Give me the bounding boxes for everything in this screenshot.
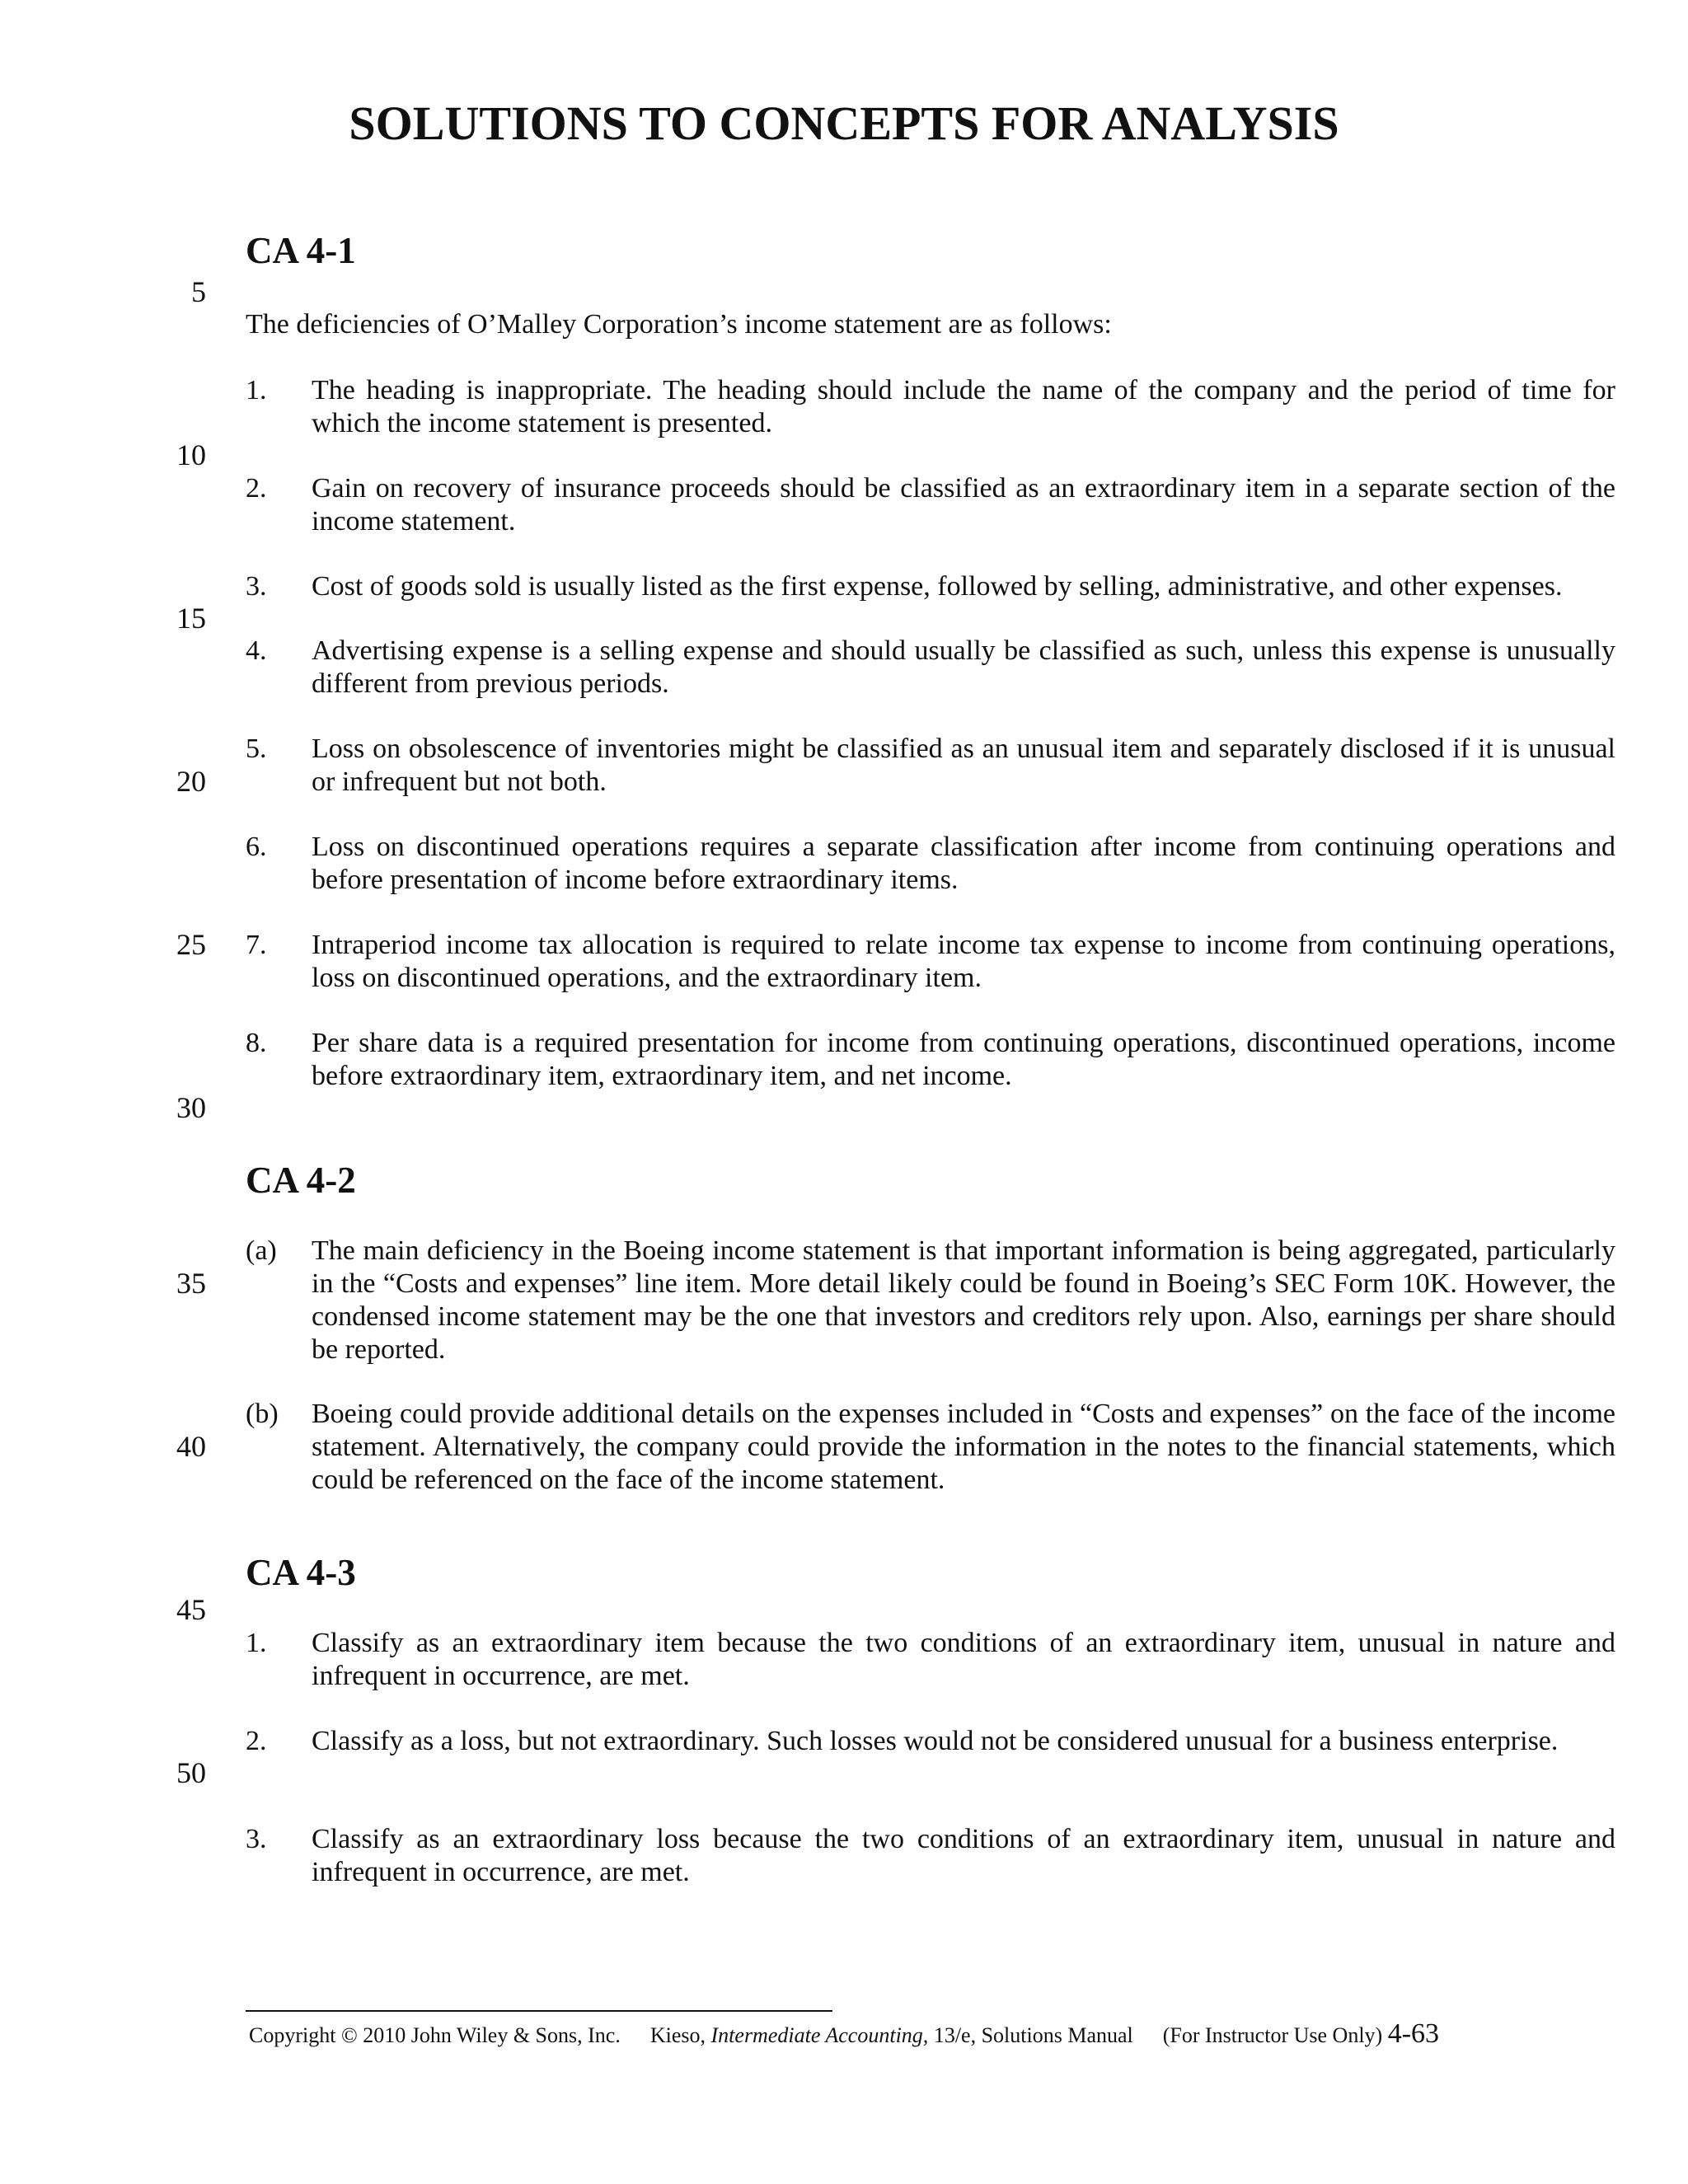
list-item [246,831,1615,897]
item-letter: (b) [246,1399,279,1429]
list-item [246,472,1615,538]
item-text: Classify as a loss, but not extraordinary. Such losses would not be considered unusual for a business enterprise. [312,1726,1559,1756]
item-letter: (a) [246,1235,277,1266]
list-item [246,635,1615,701]
list-item [246,1027,1615,1093]
item-text: Gain on recovery of insurance proceeds should be classified as an extraordinary item in a separate section of the income statement. [312,473,1615,537]
page-title: SOLUTIONS TO CONCEPTS FOR ANALYSIS [349,96,1339,150]
item-number: 2. [246,473,267,504]
section-heading-ca4-2: CA 4-2 [246,1160,356,1201]
item-text: Classify as an extraordinary item because the two conditions of an extraordinary item, unusual in nature and infrequent in occurrence, are met. [312,1628,1615,1691]
list-item [246,1398,1615,1497]
footer-book-title: Intermediate Accounting, [710,2023,929,2047]
list-item [246,1235,1615,1366]
page-number: 4-63 [1387,2018,1440,2049]
list-item [246,570,1615,603]
list-item [246,1823,1615,1889]
line-number: 40 [176,1430,206,1463]
item-number: 6. [246,832,267,862]
item-number: 1. [246,375,267,405]
item-text: Boeing could provide additional details on the expenses included in “Costs and expenses” on the face of the income statement. Alternatively, the company could provide the information in the notes to the financial statements, which could be referenced on the face of the income statement. [312,1399,1615,1495]
item-text: The heading is inappropriate. The heading should include the name of the company and the period of time for which the income statement is presented. [312,375,1615,438]
item-text: Advertising expense is a selling expense and should usually be classified as such, unless this expense is unusually different from previous periods. [312,635,1615,699]
list-item [246,733,1615,799]
item-text: Cost of goods sold is usually listed as the first expense, followed by selling, administrative, and other expenses. [312,571,1563,602]
item-number: 4. [246,635,267,666]
item-text: Loss on discontinued operations requires a separate classification after income from continuing operations and before presentation of income before extraordinary items. [312,832,1615,895]
line-number: 10 [176,438,206,471]
item-number: 7. [246,930,267,960]
item-text: Per share data is a required presentation for income from continuing operations, discontinued operations, income before extraordinary item, extraordinary item, and net income. [312,1028,1615,1091]
item-number: 3. [246,571,267,602]
line-number: 15 [176,602,206,635]
item-number: 3. [246,1824,267,1854]
item-text: Intraperiod income tax allocation is required to relate income tax expense to income from continuing operations, loss on discontinued operations, and the extraordinary item. [312,930,1615,993]
line-number: 30 [176,1091,206,1124]
line-number: 20 [176,765,206,798]
line-number: 50 [176,1756,206,1789]
section-heading-ca4-1: CA 4-1 [246,230,356,271]
item-text: The main deficiency in the Boeing income statement is that important information is being aggregated, particularly in the “Costs and expenses” line item. More detail likely could be found in Boeing’s SEC Form 10K. However, the condensed income statement may be the one that investors and creditors rely upon. Also, earnings per share should be reported. [312,1235,1615,1365]
line-number: 45 [176,1593,206,1626]
section-heading-ca4-3: CA 4-3 [246,1552,356,1593]
footer-book-prefix: Kieso, [649,2023,711,2047]
list-item [246,374,1615,440]
footer-copyright: Copyright © 2010 John Wiley & Sons, Inc. [249,2023,621,2047]
item-number: 2. [246,1726,267,1756]
item-number: 5. [246,733,267,764]
footer-note: (For Instructor Use Only) [1162,2023,1383,2047]
item-text: Classify as an extraordinary loss because the two conditions of an extraordinary item, unusual in nature and infrequent in occurrence, are met. [312,1824,1615,1887]
item-number: 1. [246,1628,267,1658]
footer-book-suffix: 13/e, Solutions Manual [928,2023,1133,2047]
footer-rule [246,2010,832,2012]
line-number: 35 [176,1267,206,1300]
list-item [246,1627,1615,1693]
list-item [246,929,1615,995]
list-item [246,1725,1615,1758]
line-number: 25 [176,928,206,961]
section-intro: The deficiencies of O’Malley Corporation’s income statement are as follows: [246,309,1112,340]
page-footer [249,2019,1439,2050]
item-number: 8. [246,1028,267,1058]
line-number: 5 [191,275,206,308]
item-text: Loss on obsolescence of inventories might be classified as an unusual item and separately disclosed if it is unusual or infrequent but not both. [312,733,1615,797]
